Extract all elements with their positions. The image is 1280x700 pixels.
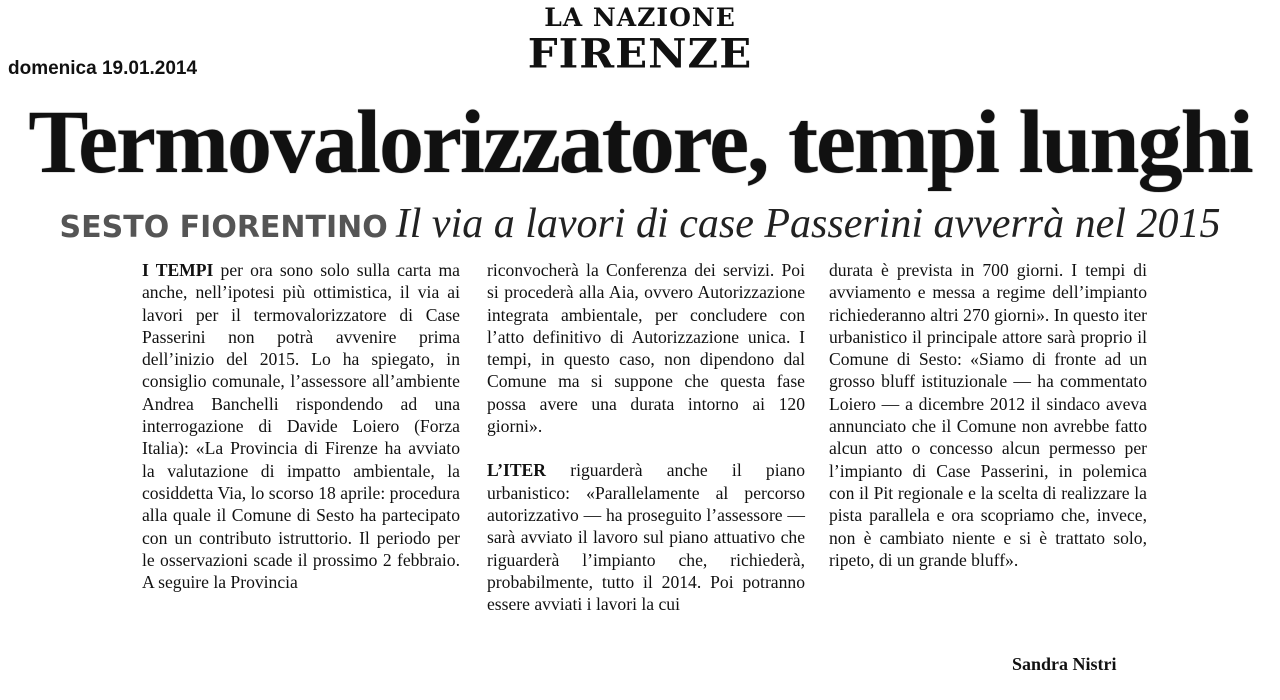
article-column-2 (487, 259, 805, 615)
article-paragraph-1 (142, 259, 460, 593)
publication-date: domenica 19.01.2014 (8, 58, 198, 79)
article-subhead (0, 200, 1280, 257)
newspaper-city-edition: FIRENZE (527, 30, 753, 77)
article-column-1 (142, 259, 460, 593)
article-column-3 (829, 259, 1147, 571)
paragraph-lead-in: I TEMPI (142, 260, 214, 280)
article-paragraph-2: riconvocherà la Conferenza dei servizi. Poi si procederà alla Aia, ovvero Autorizzazione integrata ambientale, per concludere con l’atto definitivo di Autorizzazione unica. I tempi, in questo caso, non dipendono dal Comune ma si suppone che questa fase possa avere una durata intorno ai 120 giorni». (487, 260, 805, 437)
article-byline: Sandra Nistri (1012, 654, 1117, 674)
article-headline: Termovalorizzatore, tempi lunghi (28, 93, 1252, 192)
article-deck: Il via a lavori di case Passerini avverrà nel 2015 (395, 201, 1221, 247)
article-paragraph-3 (487, 459, 805, 615)
paragraph-text: per ora sono solo sulla carta ma anche, nell’ipotesi più ottimistica, il via ai lavori per il termovalorizzatore di Case Passerini non potrà avvenire prima dell’inizio del 2015. Lo ha spiegato, in consiglio comunale, l’assessore all’ambiente Andrea Banchelli rispondendo ad una interrogazione di Davide Loiero (Forza Italia): «La Provincia di Firenze ha avviato la valutazione di impatto ambientale, la cosiddetta Via, lo scorso 18 aprile: procedura alla quale il Comune di Sesto ha partecipato con un contributo istruttorio. Il periodo per le osservazioni scade il prossimo 2 febbraio. A seguire la Provincia (142, 260, 460, 593)
paragraph-text: riguarderà anche il piano urbanistico: «Parallelamente al percorso autorizzativo — ha proseguito l’assessore — sarà avviato il lavoro sul piano attuativo che riguarderà l’impianto che, richiederà, probabilmente, tutto il 2014. Poi potranno essere avviati i lavori la cui (487, 460, 805, 615)
article-paragraph-4: durata è prevista in 700 giorni. I tempi di avviamento e messa a regime dell’impianto richiederanno altri 270 giorni». In questo iter urbanistico il principale attore sarà proprio il Comune di Sesto: «Siamo di fronte ad un grosso bluff istituzionale — ha commentato Loiero — a dicembre 2012 il sindaco aveva annunciato che il Comune non avrebbe fatto alcun atto o concesso alcun permesso per l’impianto di Case Passerini, in polemica con il Pit regionale e la scelta di realizzare la pista parallela e ora scopriamo che, invece, non è cambiato niente e si è trattato solo, ripeto, di un grande bluff». (829, 260, 1147, 570)
location-kicker: SESTO FIORENTINO (59, 210, 388, 245)
newspaper-name: LA NAZIONE (544, 3, 736, 32)
paragraph-lead-in: L’ITER (487, 460, 547, 481)
